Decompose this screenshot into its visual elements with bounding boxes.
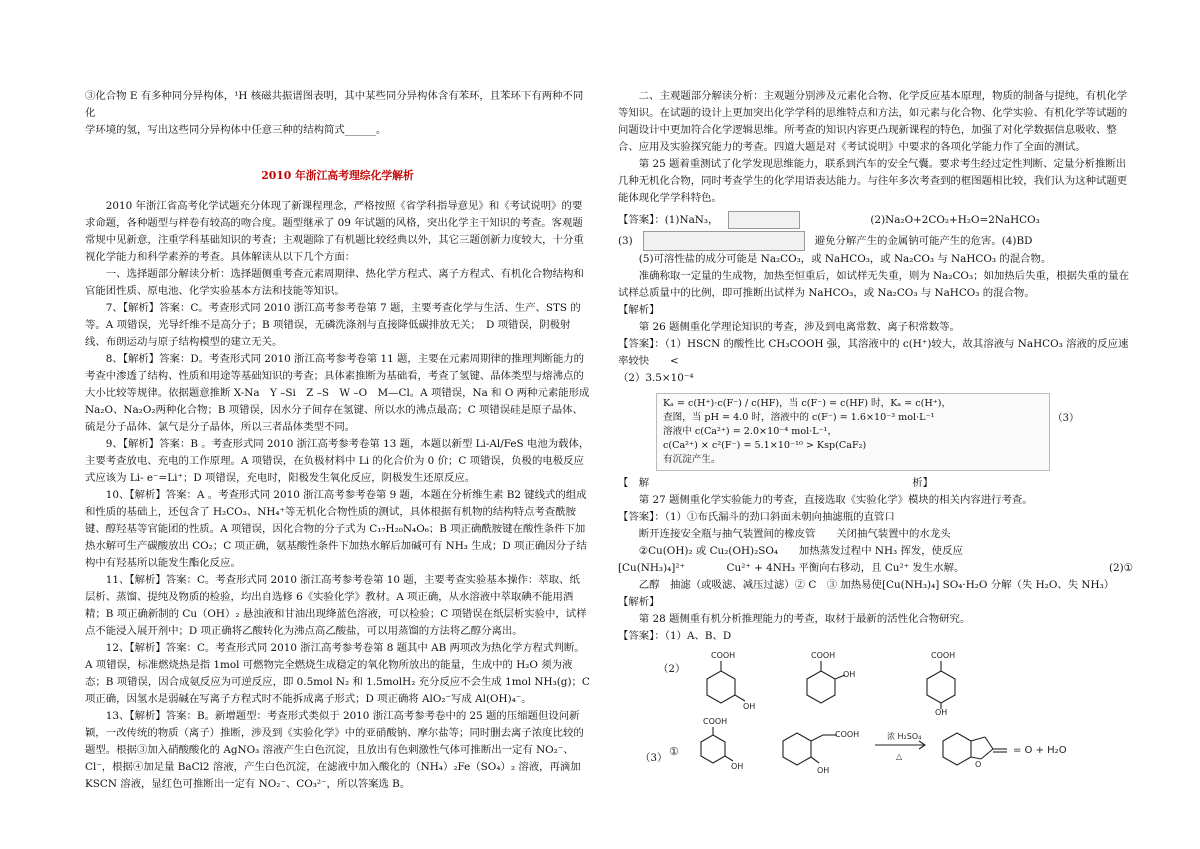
q26-intro: 第 26 题侧重化学理论知识的考查，涉及到电离常数、离子积常数等。	[638, 321, 960, 333]
svg-text:OH: OH	[743, 702, 756, 711]
svg-text:COOH: COOH	[711, 651, 736, 660]
intro-paragraph: 2010 年浙江省高考化学试题充分体现了新课程理念，严格按照《省学科指导意见》和《考试说明》的要求命题，各种题型与样卷有较高的吻合度。题型继承了 09 年试题的风格，突出化学主干知识的考查。客观题常规中见新意，注重学科基础知识的考查；主观题除了有机题比较经典以外，其它三题创新力度较大，十分重视化学能力和科学素养的考查。具体解读从以下几个方面：	[85, 200, 584, 263]
svg-text:O: O	[975, 760, 982, 769]
svg-text:COOH: COOH	[931, 651, 956, 660]
answer-27-line2: 断开连接安全瓶与抽气装置间的橡皮管 关闭抽气装置中的水龙头	[638, 528, 951, 540]
page-title: 2010 年浙江高考理综化学解析	[261, 169, 414, 182]
answer-27-line5: 乙醇 抽滤（或吸滤、减压过滤）② C ③ 加热易使[Cu(NH₃)₄] SO₄·H₂O 分解（失 H₂O、失 NH₃）	[638, 579, 1115, 591]
svg-text:COOH: COOH	[703, 717, 728, 726]
answer-25-part2: (2)Na₂O+2CO₂+H₂O=2NaHCO₃	[870, 213, 1040, 226]
jiexi-26-a: 【 解	[618, 477, 650, 489]
answer-10: 10、【解析】答案：A 。考查形式同 2010 浙江高考参考卷第 9 题，本题在分析维生素 B2 键线式的组成和性质的基础上，还包含了 H₂CO₃、NH₄⁺等无机化合物性质的测试，具体根据有机物的结构特点考查酰胺键、醇羟基等官能团的性质。A 项错误，因化合物的分子式为 C₁₇H₂₀N₄O₆；B 项正确酰胺键在酸性条件下加热水解可生产碳酸放出 CO₂；C 项正确，氨基酸性条件下加热水解后加碱可有 NH₃ 生成；D 项正确因分子结构中有羟基所以能发生酯化反应。	[85, 489, 587, 569]
q25-intro: 第 25 题着重测试了化学发现思维能力，联系到汽车的安全气囊。要求考生经过定性判断、定量分析推断出几种无机化合物，同时考查学生的化学用语表达能力。与往年多次考查到的框图题相比较，我们认为这种试题更能体现化学学科特色。	[618, 158, 1128, 204]
lactone-reaction-scheme	[667, 715, 1067, 777]
answer-25-part1: 【答案】：(1)NaN₃，	[618, 213, 719, 226]
reaction-label-1: ①	[669, 745, 680, 758]
hydroxybenzoic-acid-structures	[691, 649, 1031, 715]
svg-text:浓 H₂SO₄: 浓 H₂SO₄	[887, 732, 922, 741]
answer-8: 8、【解析】答案：D。考查形式同 2010 浙江高考参考卷第 11 题，主要在元素周期律的推理判断能力的考查中渗透了结构、性质和用途等基础知识的考查；具体素推断为基础看，考查了氢键、晶体类型与熔沸点的大小比较等规律。依据题意推断 X-Na Y –Si Z –S W –O M—Cl。A 项错误，Na 和 O 两种元素能形成 Na₂O、Na₂O₂两种化合物；B 项错误，因水分子间存在氢键、所以水的沸点最高；C 项错误硅是原子晶体、硫是分子晶体、氯气是分子晶体，所以三者晶体类型不同。	[85, 353, 590, 433]
nan3-electron-formula-image	[728, 211, 800, 229]
answer-25-row3	[618, 231, 1133, 251]
answer-13: 13、【解析】答案：B。新增题型：考查形式类似于 2010 浙江高考参考卷中的 25 题的压缩题但设问新颖，一改传统的物质（离子）推断，涉及到《实验化学》中的亚硝酸钠、摩尔盐等；同时删去离子浓度比较的题型。根据③加入硝酸酸化的 AgNO₃ 溶液产生白色沉淀，且放出有色刺激性气体可推断出一定有 NO₂⁻、Cl⁻，根据④加足量 BaCl2 溶液，产生白色沉淀，在滤液中加入酸化的（NH₄）₂Fe（SO₄）₂ 溶液，再滴加 KSCN 溶液，显红色可推断出一定有 NO₂⁻、CO₃²⁻，所以答案选 B。	[85, 710, 584, 790]
q28-intro: 第 28 题侧重有机分析推理能力的考查，取材于最新的活性化合物研究。	[638, 613, 971, 625]
svg-text:OH: OH	[843, 670, 856, 679]
q27-intro: 第 27 题侧重化学实验能力的考查，直接选取《实验化学》模块的相关内容进行考查。	[638, 494, 1033, 506]
answer-25-part3-text: 避免分解产生的金属钠可能产生的危害。(4)BD	[814, 234, 1033, 247]
answer-28-structures	[618, 649, 1133, 715]
answer-25-part5: (5)可溶性盐的成分可能是 Na₂CO₃，或 NaHCO₃，或 Na₂CO₃ 与 NaHCO₃ 的混合物。	[638, 253, 1052, 265]
svg-text:OH: OH	[935, 708, 948, 715]
section1-heading: 一、选择题部分解读分析：选择题侧重考查元素周期律、热化学方程式、离子方程式、有机化合物结构和官能团性质、原电池、化学实验基本方法和技能等知识。	[85, 268, 584, 297]
answer-25-part3-label: (3)	[618, 234, 633, 247]
jiexi-26-b: 析】	[912, 477, 933, 489]
answer-28-part1: 【答案】：（1）A、B、D	[618, 630, 732, 642]
answer-27-row4	[618, 560, 1133, 577]
answer-9: 9、【解析】答案：B 。考查形式同 2010 浙江高考参考卷第 13 题，本题以新型 Li-Al/FeS 电池为载体，主要考查放电、充电的工作原理。A 项错误，在负极材料中 Li 的化合价为 0 价；C 项错误，负极的电极反应式应该为 Li- e⁻=Li⁺；D 项错误，充电时，阳极发生氧化反应，阴极发生还原反应。	[85, 438, 590, 484]
jiexi-27: 【解析】	[618, 596, 660, 608]
answer-12: 12、【解析】答案：C。考查形式同 2010 浙江高考参考卷第 8 题其中 AB 两项改为热化学方程式判断。 A 项错误，标准燃烧热是指 1mol 可燃物完全燃烧生成稳定的氧化物所放出的能量，生成中的 H₂O 须为液态；B 项错误，因合成氨反应为可逆反应，即 0.5mol N₂ 和 1.5molH₂ 充分反应不会生成 1mol NH₃(g)；C 项正确，因氢水是弱碱在写离子方程式时不能拆成离子形式；D 项正确将 AlO₂⁻写成 Al(OH)₄⁻。	[85, 642, 590, 705]
answer-26-figure	[656, 393, 1079, 471]
jiexi-25: 【解析】	[618, 304, 660, 316]
answer-27-part2: (2)①	[1108, 562, 1133, 574]
answer-25-row1	[618, 211, 1133, 229]
answer-27-line1: 【答案】：（1）①布氏漏斗的劲口斜面未朝向抽滤瓶的直管口	[618, 511, 895, 523]
answer-26-part2: （2）3.5×10⁻⁴	[618, 372, 694, 384]
answer-27-line4: [Cu(NH₃)₄]²⁺ Cu²⁺ + 4NH₃ 平衡向右移动，且 Cu²⁺ 发生水解。	[618, 562, 965, 574]
svg-text:OH: OH	[731, 762, 744, 771]
fig26-line2: 查图，当 pH = 4.0 时，溶液中的 c(F⁻) = 1.6×10⁻³ mol·L⁻¹	[663, 412, 935, 423]
svg-text:= O + H₂O: = O + H₂O	[1013, 745, 1067, 756]
answer-25-part6: 准确称取一定量的生成物，加热至恒重后，如试样无失重，则为 Na₂CO₃；如加热后失重，根据失重的量在试样总质量中的比例，即可推断出试样为 NaHCO₃，或 Na₂CO₃ 与 NaHCO₃ 的混合物。	[618, 270, 1129, 299]
jiexi-26-row	[618, 475, 1133, 492]
fig26-line3: 溶液中 c(Ca²⁺) = 2.0×10⁻⁴ mol·L⁻¹，	[663, 426, 838, 437]
answer-28-part2-label: （2）	[658, 663, 686, 675]
right-column	[618, 88, 1133, 777]
svg-text:COOH: COOH	[835, 730, 860, 739]
answer-28-reaction	[618, 715, 1133, 777]
reaction-equation-image	[643, 231, 805, 251]
svg-text:COOH: COOH	[811, 651, 836, 660]
svg-text:△: △	[896, 752, 903, 761]
fig26-line4: c(Ca²⁺) × c²(F⁻) = 5.1×10⁻¹⁰ > Ksp(CaF₂)	[663, 440, 867, 451]
answer-7: 7、【解析】答案：C。考查形式同 2010 浙江高考参考卷第 7 题，主要考查化学与生活、生产、STS 的等。A 项错误，光导纤维不是高分子；B 项错误，无磷洗涤剂与直接降低碳排放无关； D 项错误，阴极射线、布朗运动与原子结构模型的建立无关。	[85, 302, 581, 348]
q3-line2: 学环境的氢，写出这些同分异构体中任意三种的结构简式______。	[85, 124, 387, 136]
answer-26-part1: 【答案】：（1）HSCN 的酸性比 CH₃COOH 强，其溶液中的 c(H⁺)较大，故其溶液与 NaHCO₃ 溶液的反应速率较快 <	[618, 338, 1129, 367]
q3-line1: ③化合物 E 有多种同分异构体，¹H 核磁共振谱图表明，其中某些同分异构体含有苯环，且苯环下有两种不同化	[85, 90, 584, 119]
fig26-line5: 有沉淀产生。	[663, 454, 721, 465]
section2-heading: 二、主观题部分解读分析：主观题分别涉及元素化合物、化学反应基本原理，物质的制备与提纯，有机化学等知识。在试题的设计上更加突出化学学科的思维特点和方法，如元素与化合物、化学实验、有机化学等试题的问题设计中更加符合化学逻辑思维。所考查的知识内容更凸现新课程的特色，加强了对化学数据信息吸收、整合、应用及实验探究能力的考查。四道大题是对《考试说明》中要求的各项化学能力作了全面的测试。	[618, 90, 1128, 153]
fig26-number3: （3）	[1052, 413, 1079, 424]
answer-28-part3-label: （3）	[640, 751, 668, 764]
fig26-line1: Kₐ = c(H⁺)·c(F⁻) / c(HF)，当 c(F⁻) = c(HF) 时，Kₐ = c(H⁺)，	[663, 398, 952, 409]
svg-text:OH: OH	[817, 766, 830, 775]
left-column	[85, 88, 590, 793]
answer-27-line3: ②Cu(OH)₂ 或 Cu₂(OH)₂SO₄ 加热蒸发过程中 NH₃ 挥发，使反应	[638, 545, 963, 557]
answer-11: 11、【解析】答案：C。考查形式同 2010 浙江高考参考卷第 10 题，主要考查实验基本操作：萃取、纸层析、蒸馏、提纯及物质的检验，均出自选修 6《实验化学》教材。A 项正确，从水溶液中萃取碘不能用酒精；B 项正确新制的 Cu（OH）₂ 悬浊液和甘油出现绛蓝色溶液，可以检验；C 项错误在纸层析实验中，试样点不能浸入展开剂中；D 项正确将乙酸转化为沸点高乙酸盐，可以用蒸馏的方法将乙醇分离出。	[85, 574, 587, 637]
